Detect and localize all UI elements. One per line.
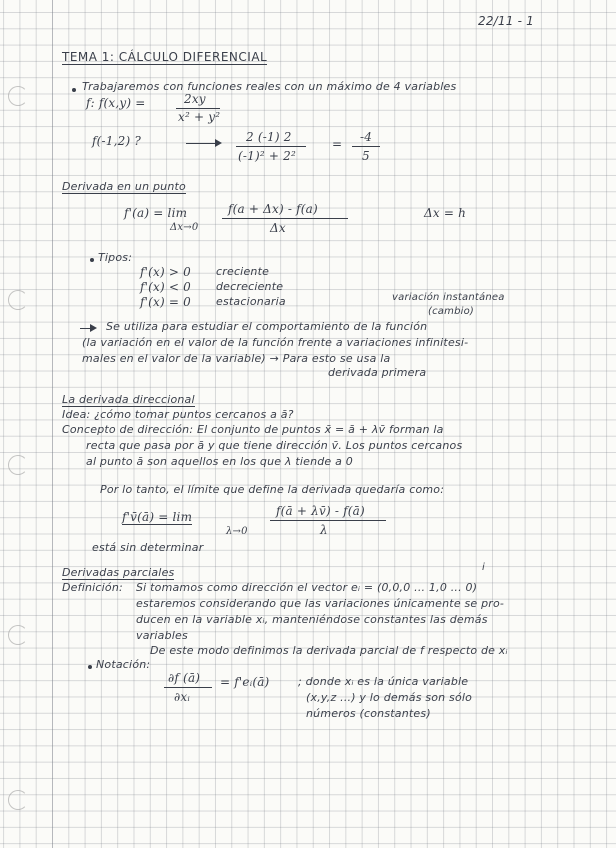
tipo-condition: f'(x) = 0 [140, 295, 191, 309]
notation-label: Notación: [96, 658, 151, 671]
fraction-bar [222, 218, 348, 219]
section-heading: Derivada en un punto [62, 180, 186, 193]
binder-hole [8, 790, 28, 810]
definition-line: Si tomamos como dirección el vector eᵢ = (0,0,0 ... 1,0 ... 0) [136, 581, 478, 594]
concept-line: recta que pasa por ā y que tiene dirección v̄. Los puntos cercanos [86, 439, 463, 452]
index-mark: i [482, 562, 485, 573]
arrow-icon [215, 139, 222, 147]
tipo-description: decreciente [216, 280, 284, 293]
page-title: TEMA 1: CÁLCULO DIFERENCIAL [62, 50, 268, 64]
fraction-bar [352, 146, 380, 147]
limit-subscript: Δx→0 [170, 222, 199, 233]
undetermined-note: está sin determinar [92, 541, 204, 554]
definition-line: estaremos considerando que las variaciones únicamente se pro- [136, 597, 505, 610]
derivative-denominator: Δx [270, 221, 286, 235]
arrow-line [186, 143, 216, 144]
therefore-text: Por lo tanto, el límite que define la derivada quedaría como: [100, 483, 445, 496]
fraction-bar [164, 687, 212, 688]
eval-point: f(-1,2) ? [92, 134, 141, 148]
uso-line: Se utiliza para estudiar el comportamiento de la función [106, 320, 428, 333]
annotation-text: (cambio) [428, 306, 475, 317]
tipo-description: creciente [216, 265, 270, 278]
margin-line [52, 0, 53, 848]
function-numerator: 2xy [184, 92, 206, 106]
definition-label: Definición: [62, 581, 123, 594]
bullet-icon [72, 88, 76, 92]
definition-line: De este modo definimos la derivada parcial de f respecto de xᵢ [150, 644, 508, 657]
concept-line: Concepto de dirección: El conjunto de puntos x̄ = ā + λv̄ forman la [62, 423, 444, 436]
tipo-description: estacionaria [216, 295, 286, 308]
tipo-condition: f'(x) < 0 [140, 280, 191, 294]
function-denominator: x² + y² [178, 110, 221, 124]
notation-denominator: ∂xᵢ [174, 690, 190, 704]
tipo-condition: f'(x) > 0 [140, 265, 191, 279]
definition-line: variables [136, 629, 188, 642]
directional-denominator: λ [320, 523, 328, 537]
fraction-bar [176, 108, 220, 109]
eval-result-numerator: -4 [360, 130, 373, 144]
concept-line: al punto ā son aquellos en los que λ tiende a 0 [86, 455, 353, 468]
fraction-bar [270, 520, 386, 521]
annotation-text: variación instantánea [392, 292, 505, 303]
page-date: 22/11 - 1 [478, 14, 534, 28]
delta-note: Δx = h [424, 206, 467, 220]
eval-result-denominator: 5 [362, 149, 370, 163]
uso-line: (la variación en el valor de la función frente a variaciones infinitesi- [82, 336, 469, 349]
derivative-lhs: f'(a) = lim [124, 206, 188, 220]
tipos-label: Tipos: [98, 251, 133, 264]
function-label: f: f(x,y) = [86, 96, 146, 110]
equals-sign: = [332, 137, 343, 151]
notation-numerator: ∂f (ā) [168, 671, 201, 685]
directional-numerator: f(ā + λv̄) - f(ā) [276, 504, 365, 518]
arrow-icon [90, 324, 97, 332]
eval-numerator: 2 (-1) 2 [246, 130, 292, 144]
uso-line: derivada primera [328, 366, 427, 379]
bullet-icon [90, 258, 94, 262]
notation-desc: ; donde xᵢ es la única variable [298, 675, 469, 688]
intro-text: Trabajaremos con funciones reales con un máximo de 4 variables [82, 80, 457, 93]
limit-subscript: λ→0 [226, 526, 248, 537]
eval-denominator: (-1)² + 2² [238, 149, 296, 163]
notation-desc: (x,y,z ...) y lo demás son sólo [306, 691, 473, 704]
fraction-bar [236, 146, 306, 147]
binder-hole [8, 455, 28, 475]
bullet-icon [88, 665, 92, 669]
binder-hole [8, 86, 28, 106]
idea-text: Idea: ¿cómo tomar puntos cercanos a ā? [62, 408, 294, 421]
binder-hole [8, 625, 28, 645]
derivative-numerator: f(a + Δx) - f(a) [228, 202, 318, 216]
notation-equals: = f'eᵢ(ā) [220, 675, 270, 689]
section-heading: La derivada direccional [62, 393, 195, 406]
uso-line: males en el valor de la variable) → Para esto se usa la [82, 352, 391, 365]
section-heading: Derivadas parciales [62, 566, 175, 579]
binder-hole [8, 290, 28, 310]
notation-desc: números (constantes) [306, 707, 431, 720]
definition-line: ducen en la variable xᵢ, manteniéndose constantes las demás [136, 613, 488, 626]
directional-lhs: f'v̄(ā) = lim [122, 510, 193, 524]
